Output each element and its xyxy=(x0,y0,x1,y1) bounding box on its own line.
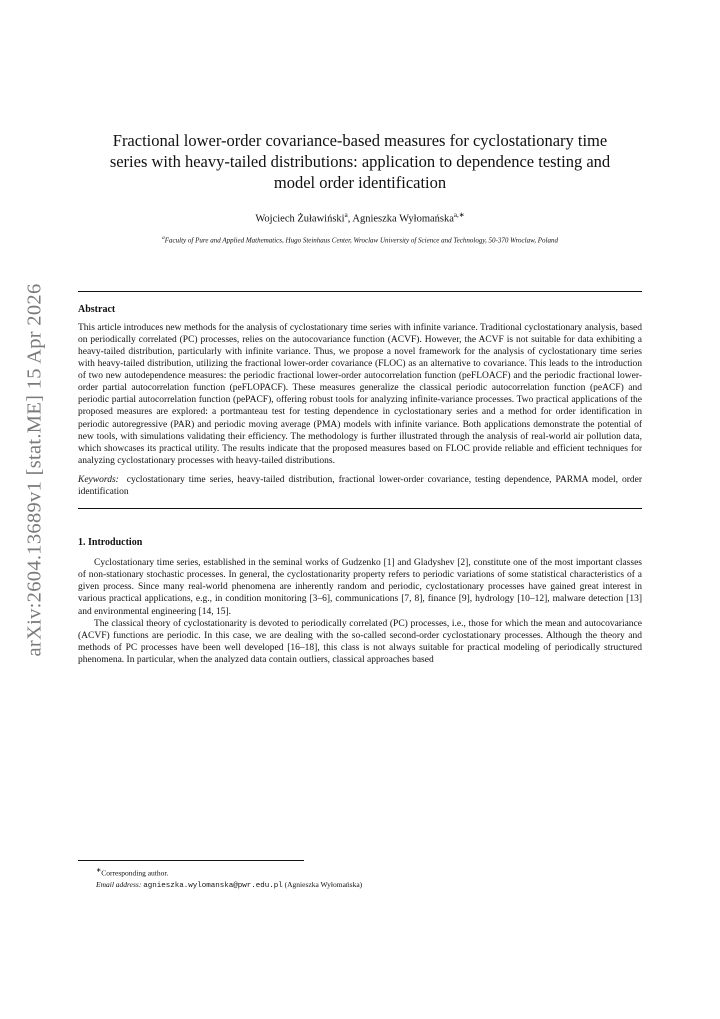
footnote-corresponding xyxy=(78,865,642,879)
keywords xyxy=(78,474,642,498)
email-link[interactable]: agnieszka.wylomanska@pwr.edu.pl xyxy=(143,881,283,890)
author-mark: a,∗ xyxy=(453,211,465,219)
arxiv-sidebar xyxy=(18,283,52,657)
email-owner: (Agnieszka Wyłomańska) xyxy=(282,879,363,889)
section-heading-introduction: 1. Introduction xyxy=(78,537,143,549)
abstract-text: This article introduces new methods for the analysis of cyclostationary time series with infinite variance. Traditional cyclostationary analysis, based on periodically correlated (PC) processes, relies on the autocovariance function (ACVF). However, the ACVF is not suitable for data exhibiting a heavy-tailed distribution, particularly with infinite variance. Thus, we propose a novel framework for the analysis of cyclostationary time series with heavy-tailed distribution, utilizing the fractional lower-order covariance (FLOC) as an alternative to covariance. This leads to the introduction of two new autodependence measures: the periodic fractional lower-order autocorrelation function (peFLOACF) and the periodic fractional lower-order partial autocorrelation function (peFLOPACF). These measures generalize the classical periodic autocorrelation function (peACF) and periodic partial autocorrelation function (pePACF), offering robust tools for analyzing infinite-variance processes. Two practical applications of the proposed measures are explored: a portmanteau test for testing dependence in cyclostationary series and a method for order identification in periodic autoregressive (PAR) and periodic moving average (PMA) models with infinite variance. Both applications demonstrate the potential of new tools, with simulations validating their efficiency. The methodology is further illustrated through the analysis of real-world air pollution data, which showcases its practical utility. The results indicate that the proposed measures based on FLOC provide reliable and efficient techniques for analyzing cyclostationary processes with heavy-tailed distributions. xyxy=(78,322,642,466)
abstract-heading: Abstract xyxy=(78,303,116,315)
author-name: Wojciech Żuławiński xyxy=(255,213,345,225)
footnotes xyxy=(78,860,642,892)
author-mark: a xyxy=(344,211,348,219)
affiliation-mark: a xyxy=(162,234,165,241)
footnote-mark: ∗ xyxy=(96,867,102,874)
footnote-email xyxy=(78,879,642,892)
email-label: Email address: xyxy=(96,879,142,889)
abstract-block xyxy=(78,292,642,498)
affiliation xyxy=(88,233,632,245)
author-separator: , xyxy=(347,213,353,225)
author-line xyxy=(78,211,642,225)
keywords-label: Keywords: xyxy=(78,474,119,485)
footnote-text: Corresponding author. xyxy=(101,868,169,878)
body-paragraph: Cyclostationary time series, established in the seminal works of Gudzenko [1] and Gladyshev [2], constitute one of the most important classes of non-stationary stochastic processes. In general, the cyclostationarity property refers to periodic variations of some statistical characteristics of a given process. Since many real-world phenomena are inherently random and periodic, cyclostationary processes have gained great interest in various practical applications, e.g., in condition monitoring [3–6], communications [7, 8], finance [9], hydrology [10–12], malware detection [13] and environmental engineering [14, 15]. xyxy=(78,558,642,617)
author-name: Agnieszka Wyłomańska xyxy=(352,213,454,225)
abstract-bottom-rule xyxy=(78,508,642,509)
paper-title: Fractional lower-order covariance-based measures for cyclostationary time series with heavy-tailed distributions: application to dependence testing and model order identification xyxy=(109,131,611,192)
keywords-text: cyclostationary time series, heavy-tailed distribution, fractional lower-order covariance, testing dependence, PARMA model, order identification xyxy=(78,474,642,498)
arxiv-identifier: arXiv:2604.13689v1 [stat.ME] 15 Apr 2026 xyxy=(23,283,46,657)
paper-page xyxy=(78,130,642,666)
body-paragraph: The classical theory of cyclostationarity is devoted to periodically correlated (PC) processes, i.e., those for which the mean and autocovariance (ACVF) functions are periodic. In this case, we are dealing with the so-called second-order cyclostationary processes. Although the theory and methods of PC processes have been well developed [16–18], this class is not always suitable for practical modeling of periodically structured phenomena. In particular, when the analyzed data contain outliers, classical approaches based xyxy=(78,618,642,665)
footnote-rule xyxy=(78,860,304,861)
affiliation-text: Faculty of Pure and Applied Mathematics, Hugo Steinhaus Center, Wroclaw University of Science and Technology, 50-370 Wroclaw, Poland xyxy=(164,235,558,244)
